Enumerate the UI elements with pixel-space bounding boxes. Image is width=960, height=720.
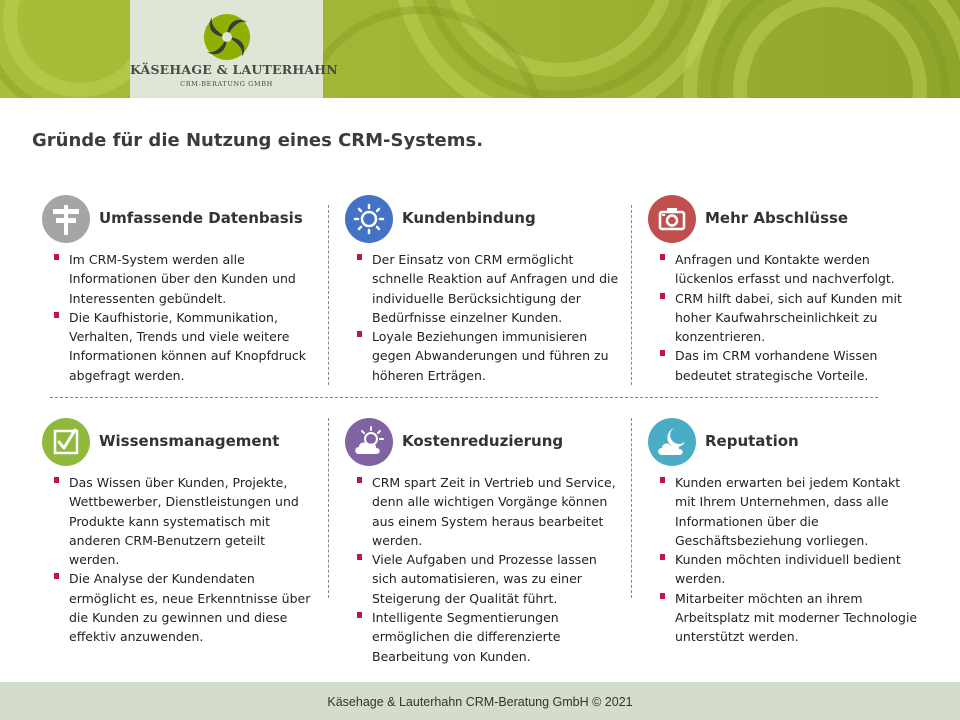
bullet-item: Kunden erwarten bei jedem Kontakt mit Ihrem Unternehmen, dass alle Informationen über die Geschäftsbeziehung vorliegen. [660,473,922,550]
checkbox-icon [42,418,90,466]
bullet-item: Kunden möchten individuell bedient werden. [660,550,922,589]
bullet-item: Intelligente Segmentierungen ermöglichen die differenzierte Bearbeitung von Kunden. [357,608,619,666]
signpost-icon [42,195,90,243]
moon-cloud-icon [648,418,696,466]
footer-copyright: Käsehage & Lauterhahn CRM-Beratung GmbH © 2021 [327,695,633,709]
logo-swirl-icon [202,12,252,62]
header-banner [0,0,960,98]
sun-cloud-icon [345,418,393,466]
logo-box [130,0,338,98]
bullet-item: Die Analyse der Kundendaten ermöglicht es, neue Erkenntnisse über die Kunden zu gewinnen und diese effektiv anzuwenden. [54,569,316,646]
bullet-item: CRM hilft dabei, sich auf Kunden mit hoher Kaufwahrscheinlichkeit zu konzentrieren. [660,289,922,347]
sun-icon [345,195,393,243]
bullet-item: Das im CRM vorhandene Wissen bedeutet strategische Vorteile. [660,346,922,385]
bullet-list [660,473,922,647]
bullet-item: Viele Aufgaben und Prozesse lassen sich automatisieren, was zu einer Steigerung der Qualität führt. [357,550,619,608]
footer [0,682,960,720]
card-title: Wissensmanagement [99,432,280,450]
card-title: Kundenbindung [402,209,536,227]
logo-company-name: KÄSEHAGE & LAUTERHAHN [130,62,338,77]
column-divider [328,205,329,385]
bullet-list [357,250,619,385]
row-divider [50,397,878,398]
bullet-item: Im CRM-System werden alle Informationen über den Kunden und Interessenten gebündelt. [54,250,316,308]
bullet-list [357,473,619,666]
card-title: Reputation [705,432,799,450]
column-divider [328,418,329,598]
bullet-list [54,250,316,385]
bullet-item: Der Einsatz von CRM ermöglicht schnelle Reaktion auf Anfragen und die individuelle Berücksichtigung der Bedürfnisse einzelner Kunden. [357,250,619,327]
bullet-item: CRM spart Zeit in Vertrieb und Service, denn alle wichtigen Vorgänge können aus einem System heraus bearbeitet werden. [357,473,619,550]
bullet-item: Loyale Beziehungen immunisieren gegen Abwanderungen und führen zu höheren Erträgen. [357,327,619,385]
bullet-list [660,250,922,385]
camera-icon [648,195,696,243]
card-title: Kostenreduzierung [402,432,564,450]
bullet-item: Die Kaufhistorie, Kommunikation, Verhalten, Trends und viele weitere Informationen können auf Knopfdruck abgefragt werden. [54,308,316,385]
page-title: Gründe für die Nutzung eines CRM-Systems. [32,130,484,151]
bullet-item: Das Wissen über Kunden, Projekte, Wettbewerber, Dienstleistungen und Produkte kann systematisch mit anderen CRM-Benutzern geteilt werden. [54,473,316,569]
column-divider [631,418,632,598]
bullet-item: Mitarbeiter möchten an ihrem Arbeitsplatz mit moderner Technologie unterstützt werden. [660,589,922,647]
card-title: Umfassende Datenbasis [99,209,303,227]
bullet-item: Anfragen und Kontakte werden lückenlos erfasst und nachverfolgt. [660,250,922,289]
bullet-list [54,473,316,647]
column-divider [631,205,632,385]
card-title: Mehr Abschlüsse [705,209,849,227]
logo-subtitle: CRM-BERATUNG GMBH [180,80,273,88]
